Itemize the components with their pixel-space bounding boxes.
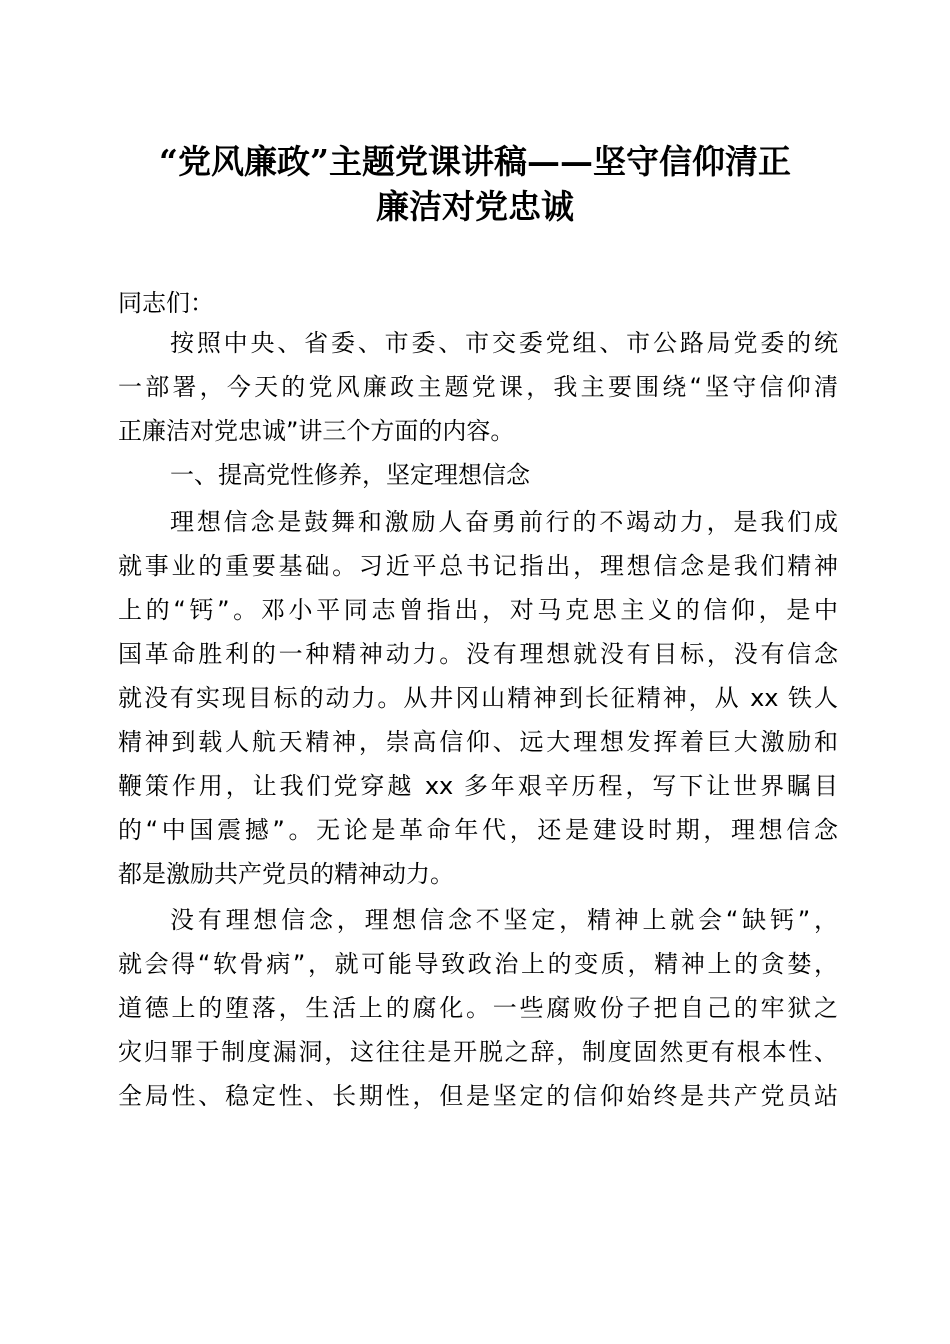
paragraph-3-line-5: 全局性、稳定性、长期性，但是坚定的信仰始终是共产党员站 <box>118 1082 838 1110</box>
section-heading-1: 一、提高党性修养，坚定理想信念 <box>170 461 530 489</box>
paragraph-2-line-7: 鞭策作用，让我们党穿越 xx 多年艰辛历程，写下让世界瞩目 <box>118 772 838 800</box>
paragraph-1-line-1: 按照中央、省委、市委、市交委党组、市公路局党委的统 <box>170 329 838 357</box>
paragraph-2-line-9: 都是激励共产党员的精神动力。 <box>118 860 454 888</box>
document-title-line-2: 廉洁对党忠诚 <box>376 187 574 226</box>
paragraph-2-line-6: 精神到载人航天精神，崇高信仰、远大理想发挥着巨大激励和 <box>118 728 838 756</box>
paragraph-2-line-5: 就没有实现目标的动力。从井冈山精神到长征精神，从 xx 铁人 <box>118 684 838 712</box>
paragraph-2-line-3: 上的“钙”。邓小平同志曾指出，对马克思主义的信仰，是中 <box>118 596 838 624</box>
paragraph-3-line-2: 就会得“软骨病”，就可能导致政治上的变质，精神上的贪婪， <box>118 950 838 978</box>
paragraph-1-line-3: 正廉洁对党忠诚”讲三个方面的内容。 <box>118 417 515 445</box>
paragraph-2-line-2: 就事业的重要基础。习近平总书记指出，理想信念是我们精神 <box>118 552 838 580</box>
document-title-line-1: “党风廉政”主题党课讲稿——坚守信仰清正 <box>159 142 791 181</box>
paragraph-3-line-1: 没有理想信念，理想信念不坚定，精神上就会“缺钙”， <box>170 906 838 934</box>
greeting: 同志们： <box>118 289 214 317</box>
paragraph-3-line-3: 道德上的堕落，生活上的腐化。一些腐败份子把自己的牢狱之 <box>118 994 838 1022</box>
paragraph-2-line-8: 的“中国震撼”。无论是革命年代，还是建设时期，理想信念 <box>118 816 838 844</box>
paragraph-2-line-4: 国革命胜利的一种精神动力。没有理想就没有目标，没有信念 <box>118 640 838 668</box>
paragraph-1-line-2: 一部署，今天的党风廉政主题党课，我主要围绕“坚守信仰清 <box>118 373 838 401</box>
paragraph-3-line-4: 灾归罪于制度漏洞，这往往是开脱之辞，制度固然更有根本性、 <box>118 1038 838 1066</box>
paragraph-2-line-1: 理想信念是鼓舞和激励人奋勇前行的不竭动力，是我们成 <box>170 508 838 536</box>
